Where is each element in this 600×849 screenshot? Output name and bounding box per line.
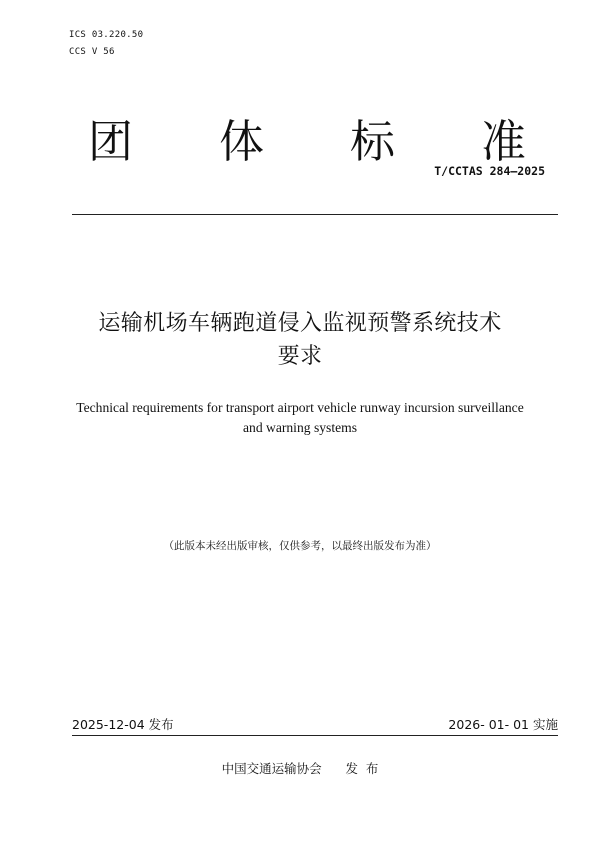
chinese-title-line-1: 运输机场车辆跑道侵入监视预警系统技术 [98, 311, 502, 336]
publish-action: 发 布 [345, 761, 379, 776]
publisher-line [0, 759, 600, 777]
document-type-title [88, 114, 526, 170]
title-char: 团 [88, 115, 134, 168]
ics-code: ICS 03.220.50 [69, 30, 144, 40]
chinese-title-line-2: 要求 [277, 344, 323, 369]
standard-number: T/CCTAS 284—2025 [434, 164, 545, 178]
publisher-name: 中国交通运输协会 [221, 761, 322, 776]
draft-notice: （此版本未经出版审核，仅供参考，以最终出版发布为准） [163, 540, 437, 552]
title-char: 准 [480, 115, 526, 168]
implementation-date: 2026- 01- 01 实施 [448, 717, 558, 732]
footer-divider [72, 735, 558, 736]
ccs-code: CCS V 56 [69, 47, 115, 57]
title-char: 标 [349, 115, 395, 168]
english-title-line-2: and warning systems [242, 420, 358, 435]
english-title-line-1: Technical requirements for transport airport vehicle runway incursion surveillance [76, 400, 524, 415]
header-divider [72, 214, 558, 215]
issue-date: 2025-12-04 发布 [72, 717, 174, 732]
chinese-title [60, 307, 540, 373]
english-title [40, 398, 560, 438]
title-char: 体 [218, 115, 264, 168]
